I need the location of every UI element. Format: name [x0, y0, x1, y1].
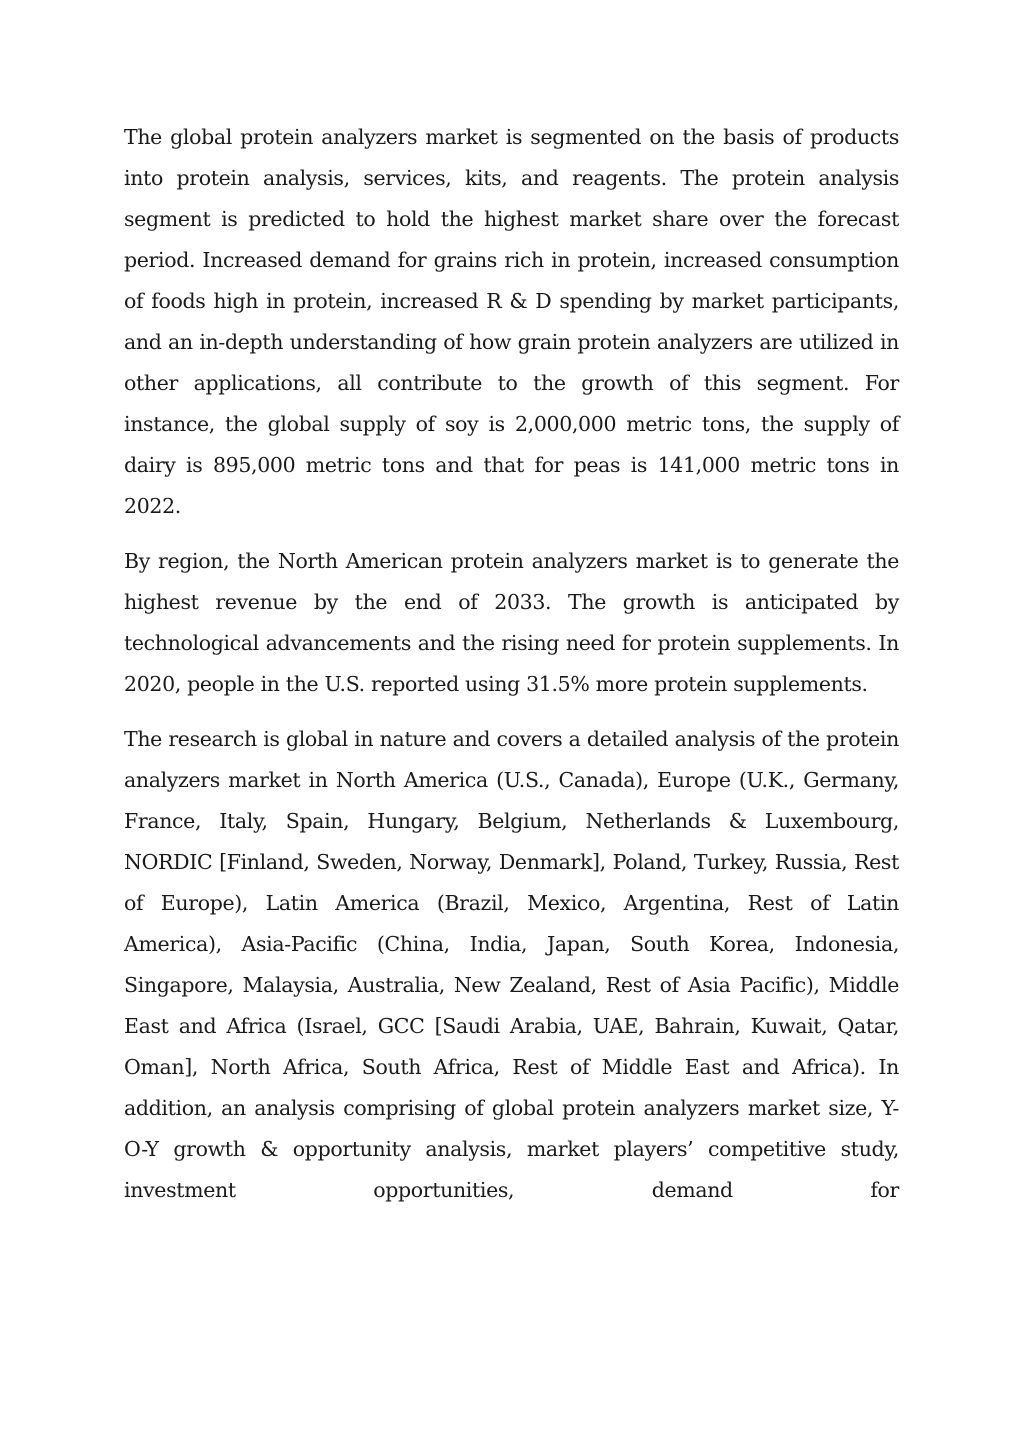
document-page [124, 117, 899, 1225]
paragraph-research-scope: The research is global in nature and covers a detailed analysis of the protein analyzers market in North America (U.S., Canada), Europe (U.K., Germany, France, Italy, Spain, Hungary, Belgium, Netherlands & Luxembourg, NORDIC [Finland, Sweden, Norway, Denmark], Poland, Turkey, Russia, Rest of Europe), Latin America (Brazil, Mexico, Argentina, Rest of Latin America), Asia-Pacific (China, India, Japan, South Korea, Indonesia, Singapore, Malaysia, Australia, New Zealand, Rest of Asia Pacific), Middle East and Africa (Israel, GCC [Saudi Arabia, UAE, Bahrain, Kuwait, Qatar, Oman], North Africa, South Africa, Rest of Middle East and Africa). In addition, an analysis comprising of global protein analyzers market size, Y-O-Y growth & opportunity analysis, market players’ competitive study, investment opportunities, demand for [124, 727, 899, 1202]
paragraph-regional-outlook: By region, the North American protein analyzers market is to generate the highest revenue by the end of 2033. The growth is anticipated by technological advancements and the rising need for protein supplements. In 2020, people in the U.S. reported using 31.5% more protein supplements. [124, 549, 899, 696]
paragraph-product-segments: The global protein analyzers market is segmented on the basis of products into protein analysis, services, kits, and reagents. The protein analysis segment is predicted to hold the highest market share over the forecast period. Increased demand for grains rich in protein, increased consumption of foods high in protein, increased R & D spending by market participants, and an in-depth understanding of how grain protein analyzers are utilized in other applications, all contribute to the growth of this segment. For instance, the global supply of soy is 2,000,000 metric tons, the supply of dairy is 895,000 metric tons and that for peas is 141,000 metric tons in 2022. [124, 125, 899, 518]
